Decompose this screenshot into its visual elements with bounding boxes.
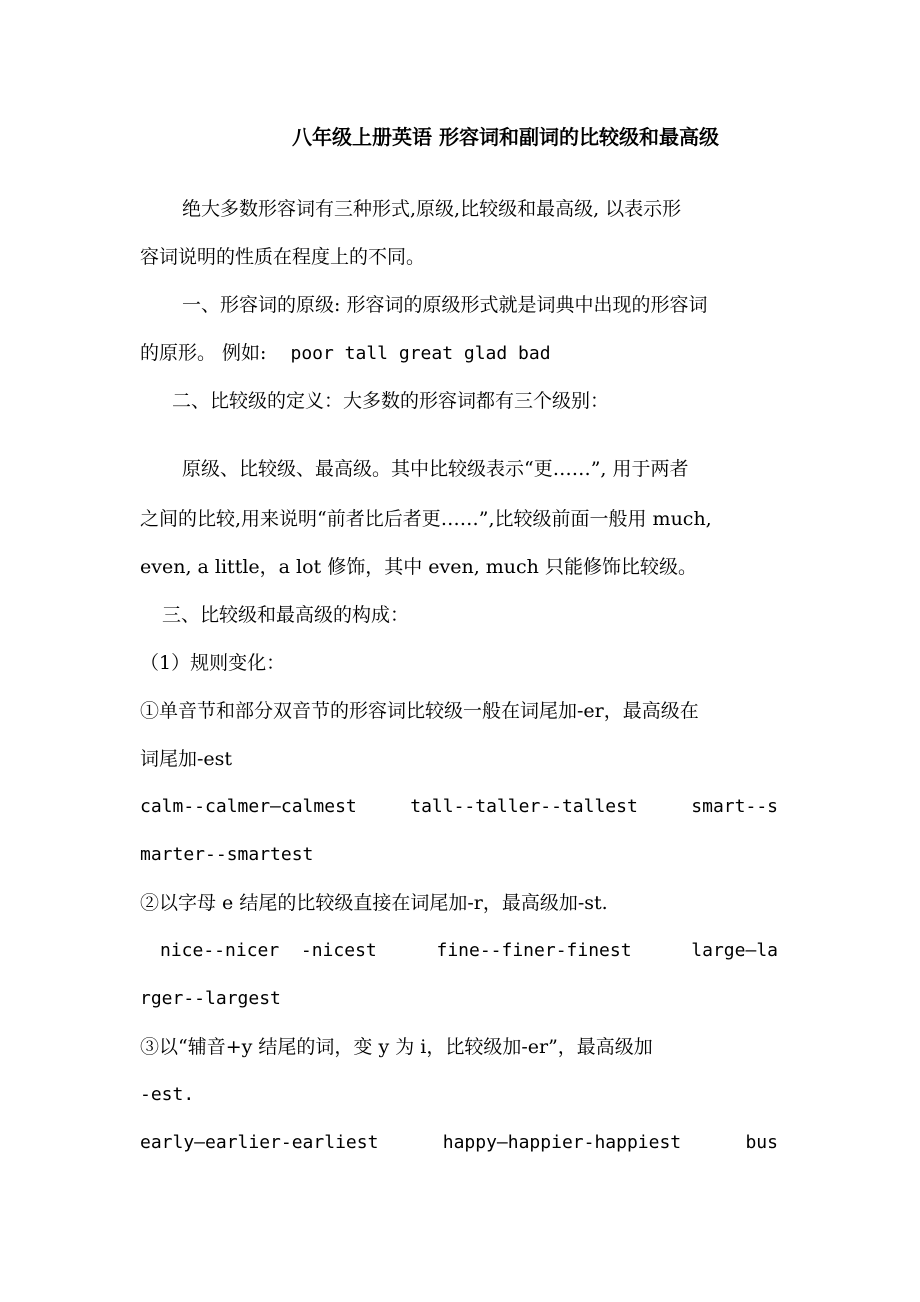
section2-line-2: 之间的比较,用来说明“前者比后者更……”,比较级前面一般用 much,: [140, 508, 712, 530]
rule1-example-a: calm--calmer—calmest: [140, 796, 357, 817]
section1-prefix: 的原形。 例如:: [140, 342, 273, 364]
rule3-example-b: happy—happier-happiest: [442, 1132, 682, 1153]
rule3-line-2: -est.: [140, 1084, 195, 1105]
rule1-example-b: tall--taller--tallest: [410, 796, 638, 817]
rule2-example-b: fine--finer-finest: [436, 940, 632, 961]
page-title: 八年级上册英语 形容词和副词的比较级和最高级: [292, 125, 719, 149]
rule3-line-1: ③以“辅音+y 结尾的词，变 y 为 i，比较级加-er”，最高级加: [140, 1036, 653, 1058]
intro-line-2: 容词说明的性质在程度上的不同。: [140, 246, 426, 268]
section2-line-3: even, a little，a lot 修饰，其中 even, much 只能修饰比较级。: [140, 556, 697, 578]
rule1-example-c: smart--s: [691, 796, 778, 817]
rule2-example-continued: rger--largest: [140, 988, 281, 1009]
rule2-example-a: nice--nicer -nicest: [160, 940, 377, 961]
section2-heading: 二、比较级的定义：大多数的形容词都有三个级别：: [172, 390, 610, 412]
rule1-examples: [140, 794, 778, 820]
section1-line-2: [140, 340, 551, 367]
rule3-examples: [140, 1130, 778, 1156]
section1-examples: poor tall great glad bad: [290, 343, 551, 364]
rule2-examples: [160, 938, 778, 964]
rule1-line-2: 词尾加-est: [140, 748, 233, 770]
section2-line-1: 原级、比较级、最高级。其中比较级表示“更……”, 用于两者: [182, 458, 689, 480]
section3-heading: 三、比较级和最高级的构成：: [162, 604, 410, 626]
rule1-line-1: ①单音节和部分双音节的形容词比较级一般在词尾加-er，最高级在: [140, 700, 699, 722]
section3-sub1: （1）规则变化：: [140, 652, 286, 674]
rule3-example-c: bus: [745, 1132, 778, 1153]
rule2-line-1: ②以字母 e 结尾的比较级直接在词尾加-r，最高级加-st.: [140, 892, 608, 914]
rule1-example-continued: marter--smartest: [140, 844, 314, 865]
rule3-example-a: early—earlier-earliest: [140, 1132, 379, 1153]
section1-line-1: 一、形容词的原级: 形容词的原级形式就是词典中出现的形容词: [182, 294, 708, 316]
intro-line-1: 绝大多数形容词有三种形式,原级,比较级和最高级, 以表示形: [182, 198, 682, 220]
rule2-example-c: large—la: [691, 940, 778, 961]
